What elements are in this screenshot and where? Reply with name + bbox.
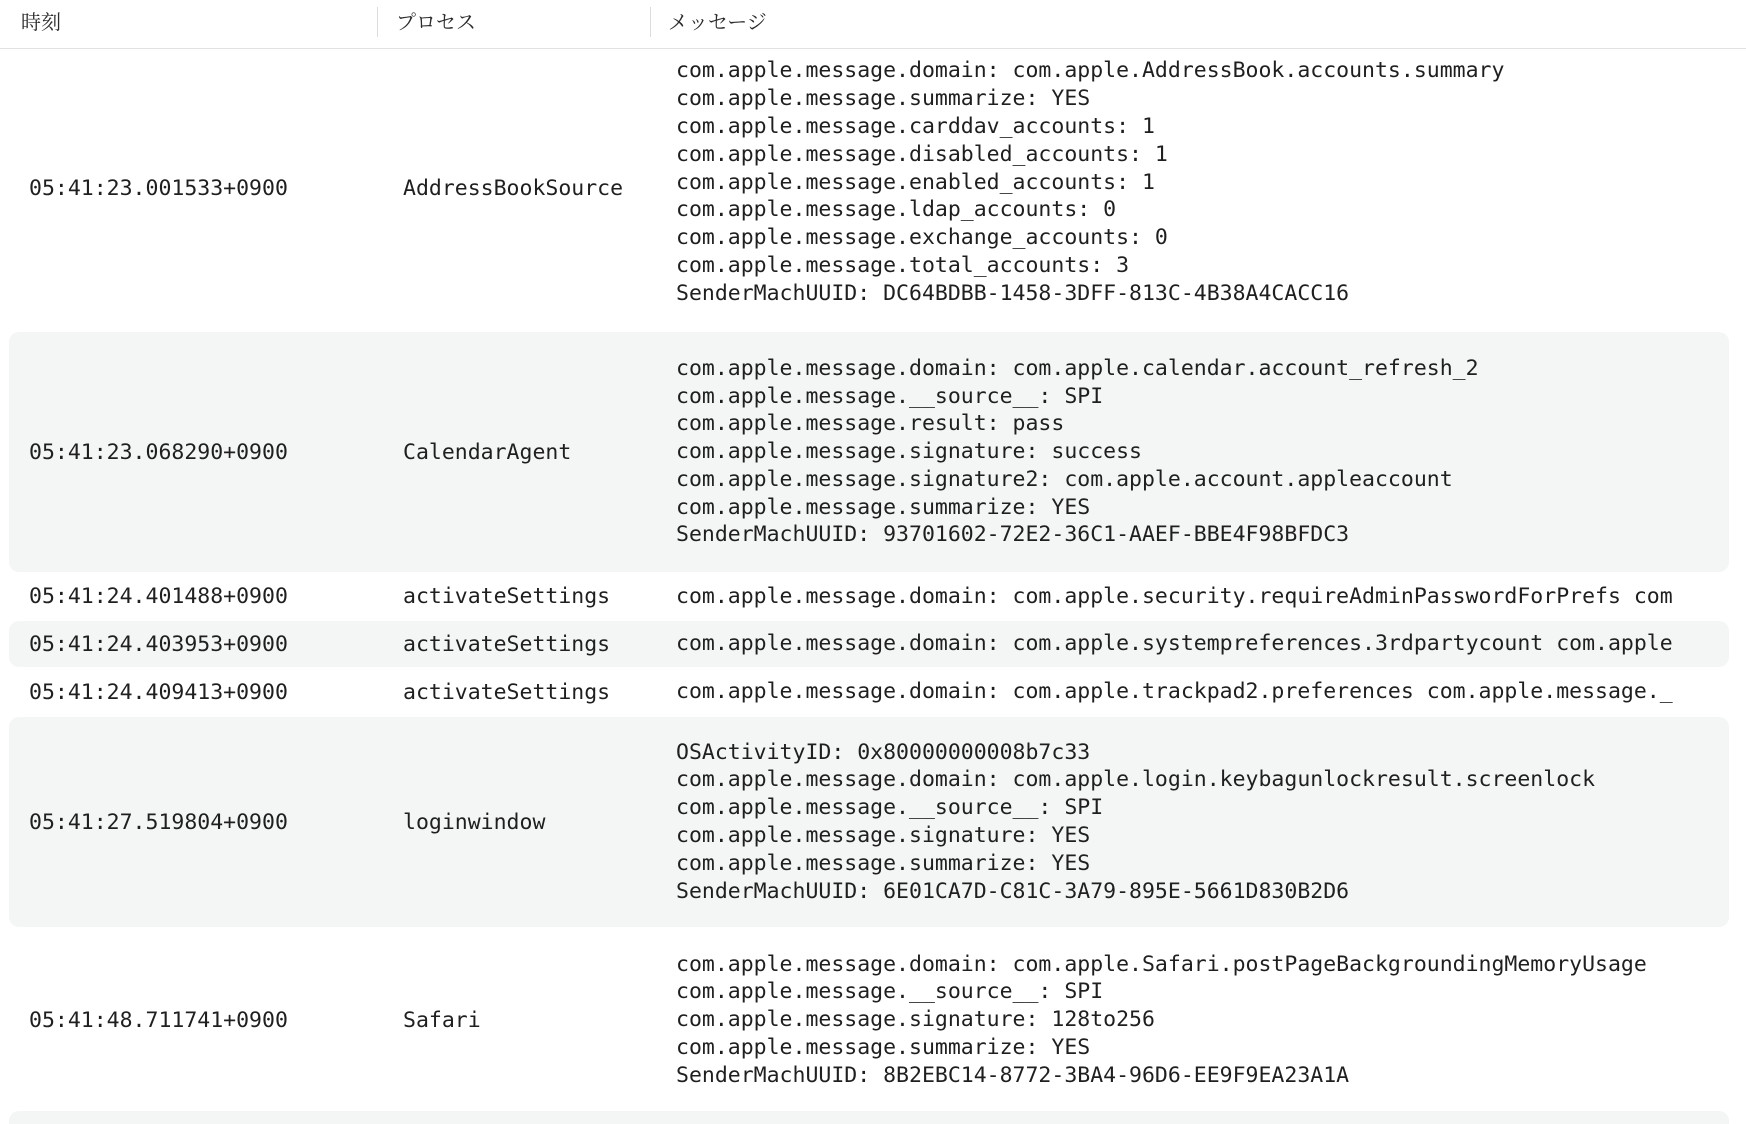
row-message-text: com.apple.message.domain: com.apple.calendar.account_refresh_2 com.apple.message.__source__: SPI com.apple.message.result: pass com.apple.message.signature: success com.apple.message.signature2: com.apple.account.appleaccount com.apple.message.summarize: YES SenderMachUUID: 93701602-72E2-36C1-AAEF-BBE4F98BFDC3 — [676, 355, 1479, 548]
row-message-text: OSActivityID: 0x80000000008b7c33 com.apple.message.domain: com.apple.login.keybagunlockresult.screenlock com.apple.message.__source__: SPI com.apple.message.signature: YES com.apple.message.summarize: YES SenderMachUUID: 6E01CA7D-C81C-3A79-895E-5661D830B2D6 — [676, 739, 1596, 904]
row-process: activateSettings — [403, 584, 611, 609]
column-header-message[interactable]: メッセージ — [668, 10, 767, 34]
row-message-text: com.apple.message.domain: com.apple.Safari.postPageBackgroundingMemoryUsage com.apple.message.__source__: SPI com.apple.message.signature: 128to256 com.apple.message.summarize: YES SenderMachUUID: 8B2EBC14-8772-3BA4-96D6-EE9F9EA23A1A — [676, 951, 1647, 1088]
row-process: CalendarAgent — [403, 439, 572, 465]
row-time: 05:41:24.401488+0900 — [29, 584, 288, 609]
table-header — [0, 0, 1746, 49]
row-time: 05:41:48.711741+0900 — [29, 1007, 288, 1033]
row-message-text: com.apple.message.domain: com.apple.AddressBook.accounts.summary com.apple.message.summarize: YES com.apple.message.carddav_accounts: 1 com.apple.message.disabled_accounts: 1 com.apple.message.enabled_accounts: 1 com.apple.message.ldap_accounts: 0 com.apple.message.exchange_accounts: 0 com.apple.message.total_accounts: 3 SenderMachUUID: DC64BDBB-1458-3DFF-813C-4B38A4CACC16 — [676, 58, 1505, 306]
row-message — [676, 574, 1729, 619]
row-message-text: com.apple.message.domain: com.apple.trackpad2.preferences com.apple.message._ — [676, 679, 1673, 705]
column-header-process[interactable]: プロセス — [396, 10, 476, 34]
table-row[interactable] — [9, 48, 1729, 329]
row-message — [676, 1111, 1729, 1124]
row-time: 05:41:24.409413+0900 — [29, 679, 288, 705]
row-message — [676, 48, 1729, 329]
row-message-text: com.apple.message.domain: com.apple.systempreferences.3rdpartycount com.apple — [676, 631, 1673, 657]
row-message — [676, 717, 1729, 927]
row-process: activateSettings — [403, 679, 611, 705]
table-row[interactable] — [9, 669, 1729, 715]
row-process: activateSettings — [403, 631, 611, 657]
table-row[interactable] — [9, 929, 1729, 1111]
row-time: 05:41:23.068290+0900 — [29, 439, 288, 465]
row-process: Safari — [403, 1007, 481, 1033]
row-time: 05:41:27.519804+0900 — [29, 809, 288, 835]
row-process: loginwindow — [403, 809, 546, 835]
row-message — [676, 669, 1729, 715]
row-time: 05:41:24.403953+0900 — [29, 631, 288, 657]
row-message-text: com.apple.message.domain: com.apple.security.requireAdminPasswordForPrefs com — [676, 583, 1673, 609]
row-message — [676, 332, 1729, 572]
row-message — [676, 929, 1729, 1111]
row-time: 05:41:23.001533+0900 — [29, 176, 288, 201]
column-header-time[interactable]: 時刻 — [21, 10, 61, 34]
table-row[interactable] — [9, 1111, 1729, 1124]
table-row[interactable] — [9, 574, 1729, 619]
row-message — [676, 621, 1729, 667]
table-row[interactable] — [9, 621, 1729, 667]
table-row[interactable] — [9, 332, 1729, 572]
column-resize-handle[interactable] — [650, 7, 651, 37]
column-resize-handle[interactable] — [377, 7, 378, 37]
row-process: AddressBookSource — [403, 176, 624, 201]
table-row[interactable] — [9, 717, 1729, 927]
